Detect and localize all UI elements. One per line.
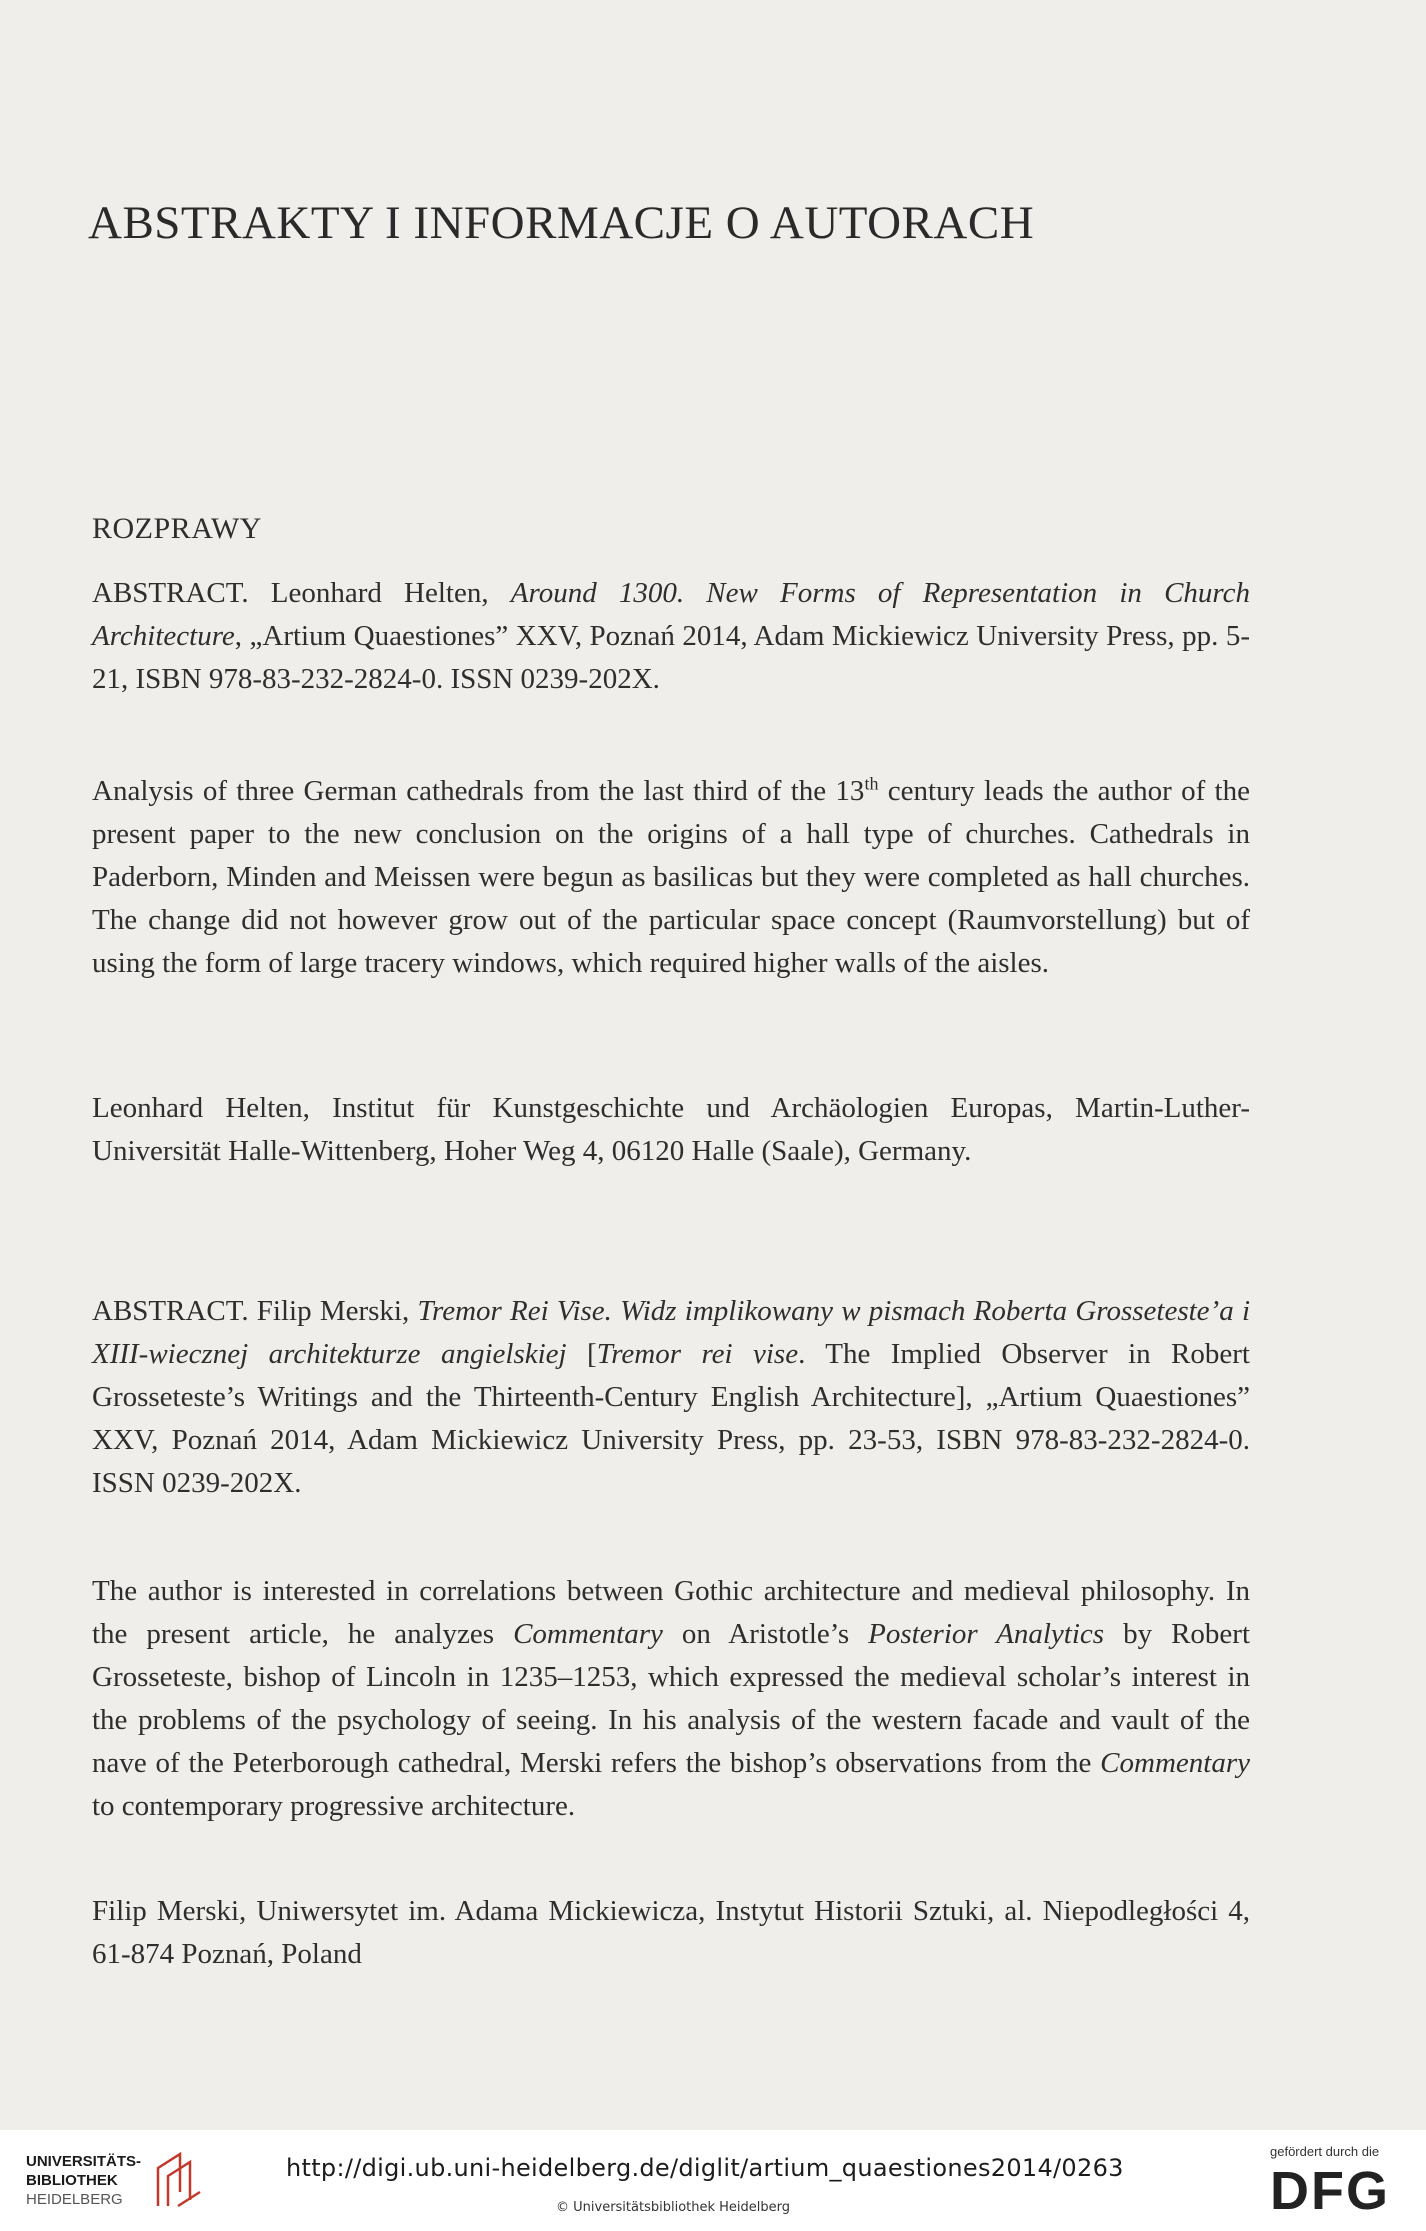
- body-helten: Analysis of three German cathedrals from the last third of the 13th century leads the author of the present paper to the new conclusion on the origins of a hall type of churches. Cathedrals in Paderborn, Minden and Meissen were begun as basilicas but they were completed as hall churches. The change did not however grow out of the particular space concept (Raumvorstellung) but of using the form of large tracery windows, which required higher walls of the aisles.: [92, 773, 1250, 979]
- affiliation-merski: Filip Merski, Uniwersytet im. Adama Mickiewicza, Instytut Historii Sztuki, al. Niepodległości 4, 61-874 Poznań, Poland: [92, 1895, 1250, 1970]
- affiliation-helten: Leonhard Helten, Institut für Kunstgeschichte und Archäologien Europas, Martin-Luther-Universität Halle-Wittenberg, Hoher Weg 4, 06120 Halle (Saale), Germany.: [92, 1092, 1250, 1167]
- abstract-helten-body: [92, 770, 1250, 985]
- body-merski: The author is interested in correlations between Gothic architecture and medieval philosophy. In the present article, he analyzes Commentary on Aristotle’s Posterior Analytics by Robert Grosseteste, bishop of Lincoln in 1235–1253, which expressed the medieval scholar’s interest in the problems of the psychology of seeing. In his analysis of the western facade and vault of the nave of the Peterborough cathedral, Merski refers the bishop’s observations from the Commentary to contemporary progressive architecture.: [92, 1575, 1251, 1822]
- abstract-merski: [92, 1290, 1250, 1505]
- dfg-logo: DFG: [1270, 2161, 1390, 2221]
- copyright-notice: © Universitätsbibliothek Heidelberg: [556, 2200, 791, 2215]
- section-heading: ROZPRAWY: [92, 512, 262, 545]
- library-mark-icon: [154, 2146, 204, 2210]
- abstract-helten: [92, 572, 1250, 701]
- citation-merski: ABSTRACT. Filip Merski, Tremor Rei Vise. Widz implikowany w pismach Roberta Grosseteste’a i XIII-wiecznej architekturze angielskiej [Tremor rei vise. The Implied Observer in Robert Grosseteste’s Writings and the Thirteenth-Century English Architecture], „Artium Quaestiones” XXV, Poznań 2014, Adam Mickiewicz University Press, pp. 23-53, ISBN 978-83-232-2824-0. ISSN 0239-202X.: [92, 1295, 1250, 1499]
- dfg-caption: gefördert durch die: [1270, 2144, 1380, 2159]
- footer-bar: [0, 2130, 1426, 2231]
- citation-helten: ABSTRACT. Leonhard Helten, Around 1300. New Forms of Representation in Church Architecture, „Artium Quaestiones” XXV, Poznań 2014, Adam Mickiewicz University Press, pp. 5-21, ISBN 978-83-232-2824-0. ISSN 0239-202X.: [92, 577, 1250, 695]
- page-title: ABSTRAKTY I INFORMACJE O AUTORACH: [88, 197, 1035, 249]
- abstract-merski-body: [92, 1570, 1250, 1828]
- source-url[interactable]: http://digi.ub.uni-heidelberg.de/diglit/artium_quaestiones2014/0263: [286, 2154, 1124, 2182]
- library-logo: UNIVERSITÄTS- BIBLIOTHEK HEIDELBERG: [26, 2153, 142, 2208]
